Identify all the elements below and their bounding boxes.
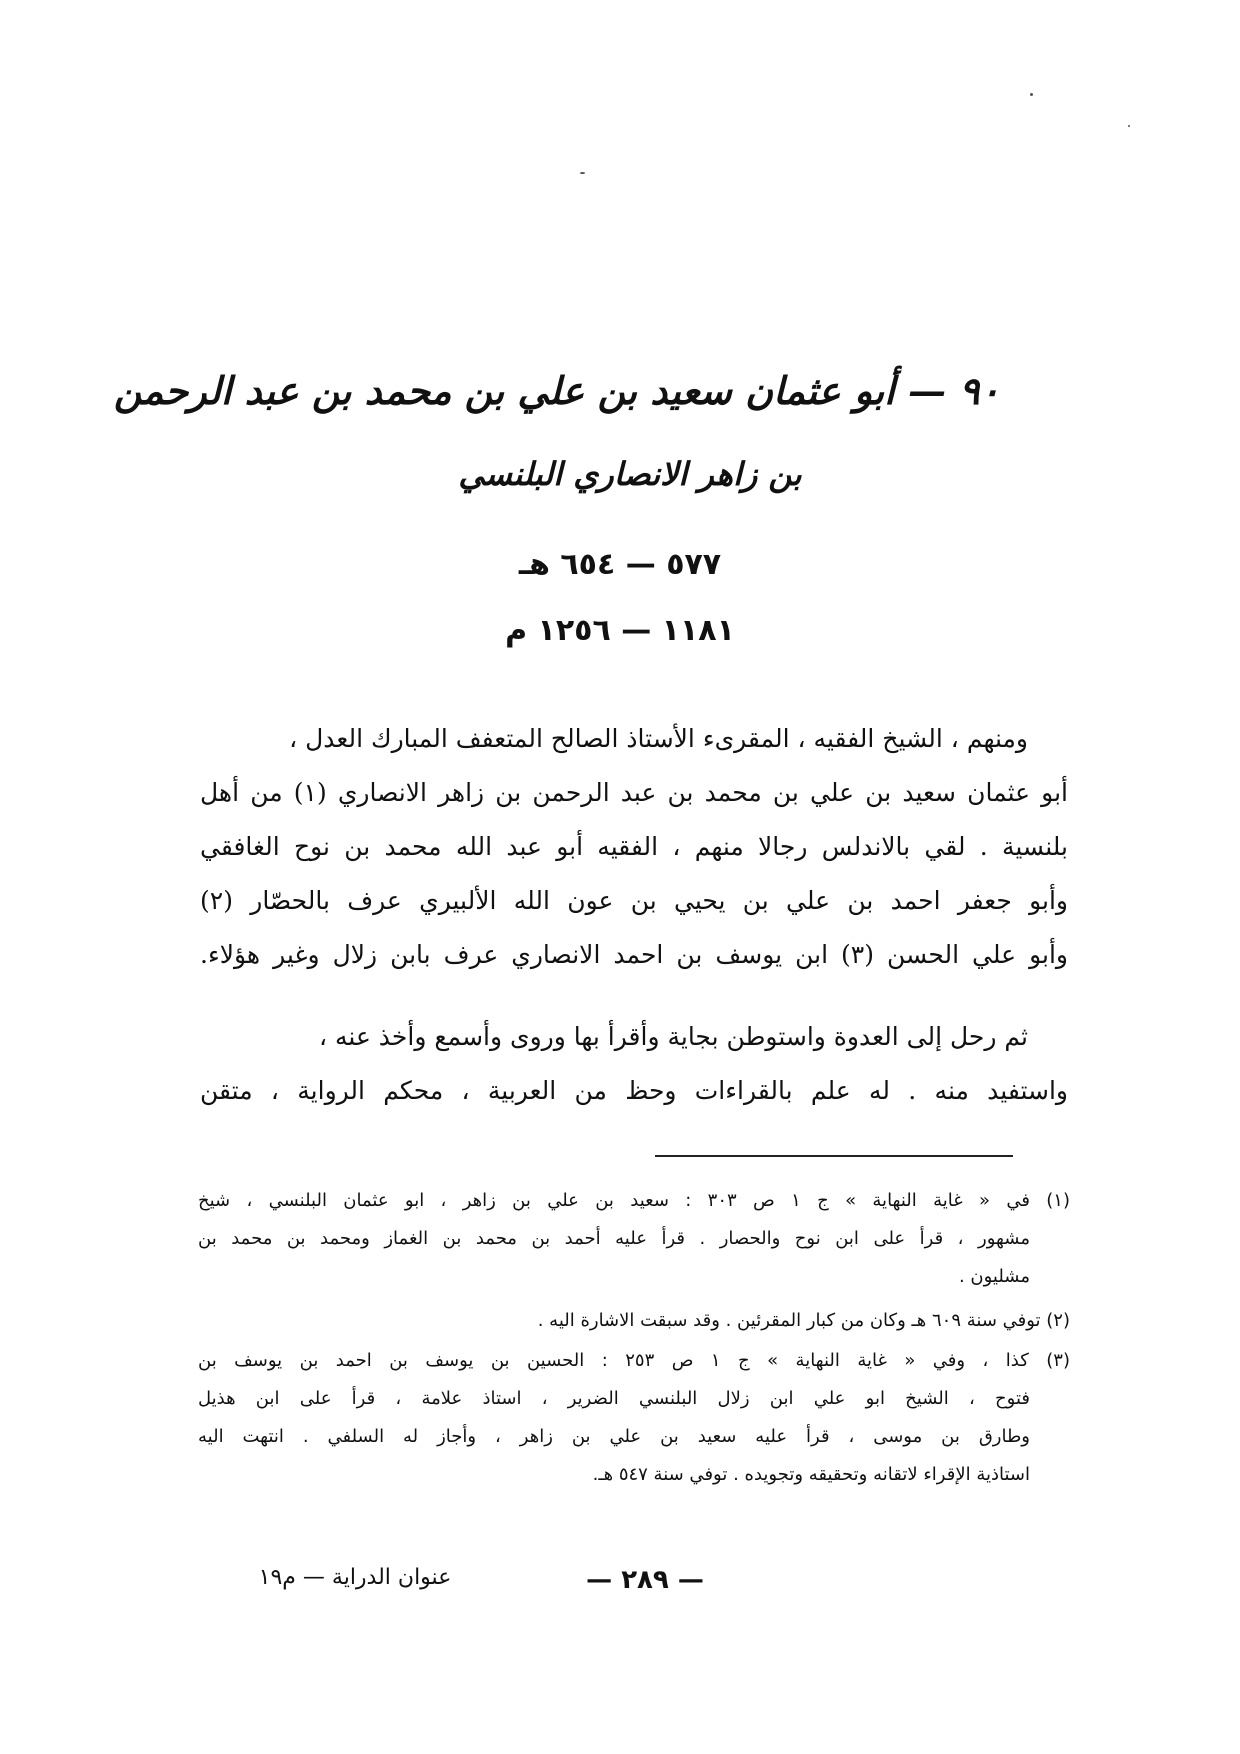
entry-title-line-2: بن زاهر الانصاري البلنسي bbox=[458, 455, 802, 493]
scan-speck bbox=[1128, 125, 1130, 127]
body-line: بلنسية . لقي بالاندلس رجالا منهم ، الفقيه أبو عبد الله محمد بن نوح الغافقي bbox=[200, 832, 1068, 861]
footnote-line: مشهور ، قرأ على ابن نوح والحصار . قرأ عليه أحمد بن محمد بن الغماز ومحمد بن محمد بن bbox=[198, 1228, 1030, 1249]
page-number: — ٢٨٩ — bbox=[586, 1565, 704, 1595]
footnote-1 bbox=[198, 1182, 1070, 1296]
footnote-line: (٢) توفي سنة ٦٠٩ هـ وكان من كبار المقرئين . وقد سبقت الاشارة اليه . bbox=[537, 1310, 1070, 1331]
footnote-line: فتوح ، الشيخ ابو علي ابن زلال البلنسي الضرير ، استاذ علامة ، قرأ على ابن هذيل bbox=[198, 1388, 1030, 1409]
body-line: أبو عثمان سعيد بن علي بن محمد بن عبد الرحمن بن زاهر الانصاري (١) من أهل bbox=[200, 778, 1068, 807]
body-line: وأبو علي الحسن (٣) ابن يوسف بن احمد الانصاري عرف بابن زلال وغير هؤلاء. bbox=[200, 940, 1068, 969]
footnote-line: (٣) كذا ، وفي « غاية النهاية » ج ١ ص ٢٥٣ : الحسين بن يوسف بن احمد بن يوسف بن bbox=[198, 1350, 1070, 1371]
footnote-line: وطارق بن موسى ، قرأ عليه سعيد بن علي بن زاهر ، وأجاز له السلفي . انتهت اليه bbox=[198, 1426, 1030, 1447]
footnote-3 bbox=[198, 1342, 1070, 1494]
body-line: ثم رحل إلى العدوة واستوطن بجاية وأقرأ بها وروى وأسمع وأخذ عنه ، bbox=[318, 1022, 1028, 1051]
scan-speck bbox=[580, 172, 585, 174]
entry-dates-hijri: ٥٧٧ — ٦٥٤ هـ bbox=[518, 547, 722, 582]
book-signature: عنوان الدراية — م١٩ bbox=[258, 1565, 452, 1590]
footnote-line: مشليون . bbox=[958, 1266, 1030, 1287]
body-line: ومنهم ، الشيخ الفقيه ، المقرىء الأستاذ الصالح المتعفف المبارك العدل ، bbox=[289, 724, 1028, 753]
scan-speck bbox=[1030, 93, 1033, 96]
body-line: واستفيد منه . له علم بالقراءات وحظ من العربية ، محكم الرواية ، متقن bbox=[200, 1076, 1068, 1105]
entry-title-line-1: ٩٠ — أبو عثمان سعيد بن علي بن محمد بن عبد الرحمن bbox=[113, 368, 1000, 413]
body-paragraph-1 bbox=[200, 712, 1068, 982]
footnote-line: (١) في « غاية النهاية » ج ١ ص ٣٠٣ : سعيد بن علي بن زاهر ، ابو عثمان البلنسي ، شيخ bbox=[198, 1190, 1070, 1211]
footnote-divider bbox=[655, 1155, 1013, 1157]
entry-dates-gregorian: ١١٨١ — ١٢٥٦ م bbox=[505, 613, 735, 648]
body-paragraph-2 bbox=[200, 1010, 1068, 1118]
footnote-2 bbox=[198, 1302, 1070, 1340]
body-line: وأبو جعفر احمد بن علي بن يحيي بن عون الله الألبيري عرف بالحصّار (٢) bbox=[200, 886, 1068, 915]
footnote-line: استاذية الإقراء لاتقانه وتحقيقه وتجويده . توفي سنة ٥٤٧ هـ. bbox=[592, 1464, 1030, 1485]
